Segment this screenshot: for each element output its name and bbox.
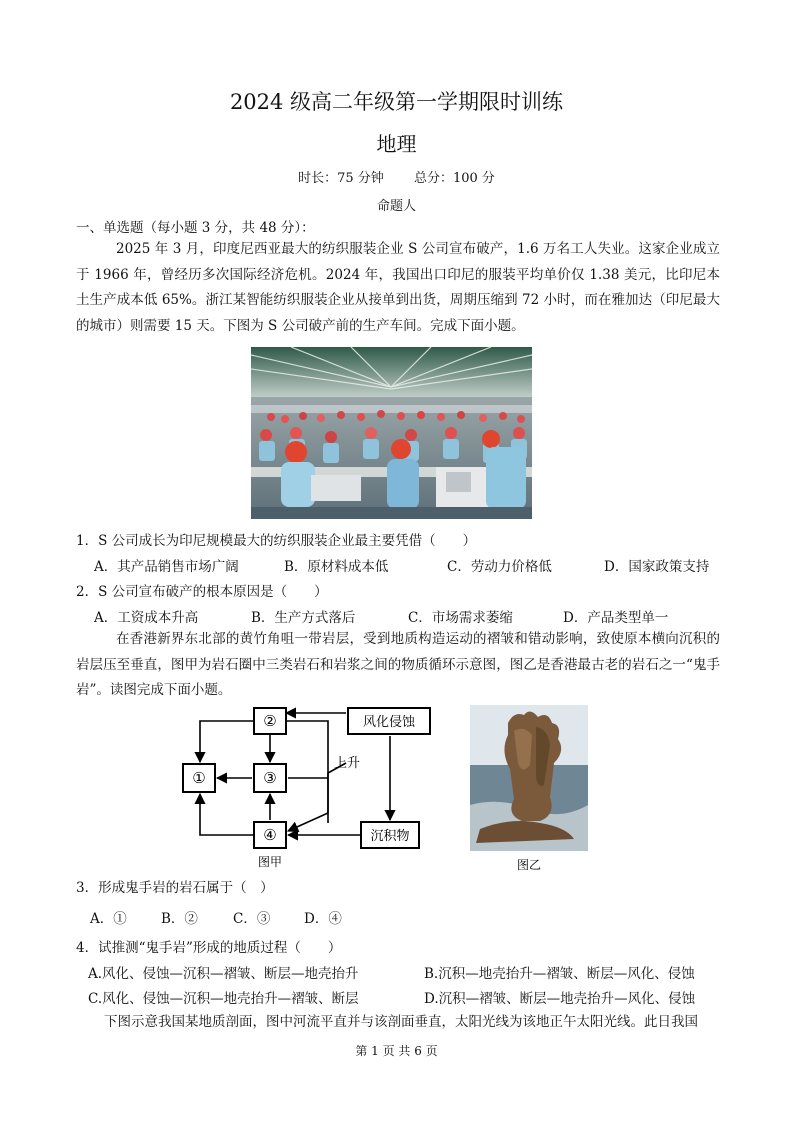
q1-option-b[interactable]: B．原材料成本低 (284, 559, 389, 575)
question-2-stem: 2．S 公司宣布破产的根本原因是（ ） (76, 584, 328, 600)
page-number: 第 1 页 共 6 页 (355, 1044, 438, 1058)
q2-option-c[interactable]: C．市场需求萎缩 (408, 610, 513, 626)
sediment-label: 沉积物 (370, 829, 410, 844)
question-3-stem: 3．形成鬼手岩的岩石属于（ ） (76, 880, 274, 896)
author-line: 命题人 (376, 199, 416, 214)
node-2-label: ② (263, 712, 277, 730)
caption-a: 图甲 (257, 855, 283, 869)
q1-option-a[interactable]: A．其产品销售市场广阔 (94, 559, 239, 575)
ghost-hand-rock-image (470, 705, 588, 877)
exam-subject: 地理 (376, 132, 417, 156)
passage-2-text: 在香港新界东北部的黄竹角咀一带岩层，受到地质构造运动的褶皱和错动影响，致使原本横向沉积的岩层压至垂直，图甲为岩石圈中三类岩石和岩浆之间的物质循环示意图，图乙是香港最古老的岩石之一“鬼手岩”。读图完成下面小题。 (76, 631, 720, 698)
weathering-label: 风化侵蚀 (362, 715, 416, 730)
exam-meta (0, 167, 793, 186)
node-3-label: ③ (263, 769, 277, 787)
passage-1-text: 2025 年 3 月，印度尼西亚最大的纺织服装企业 S 公司宣布破产，1.6 万名工人失业。这家企业成立于 1966 年，曾经历多次国际经济危机。2024 年，我国出口印尼的服装平均单价仅 1.38 美元，比印尼本土生产成本低 65%。浙江某智能纺织服装企业从接单到出货，周期压缩到 72 小时，而在雅加达（印尼最大的城市）则需要 15 天。下图为 S 公司破产前的生产车间。完成下面小题。 (76, 241, 720, 334)
section-heading: 一、单选题（每小题 3 分，共 48 分）： (76, 220, 315, 236)
rock-cycle-svg (178, 703, 438, 873)
factory-photo-image (251, 347, 532, 519)
q1-option-c[interactable]: C．劳动力价格低 (447, 559, 552, 575)
question-3-options (90, 907, 342, 927)
factory-photo (251, 347, 532, 519)
question-1-stem: 1．S 公司成长为印尼规模最大的纺织服装企业最主要凭借（ ） (76, 533, 477, 549)
q3-option-c[interactable]: C．③ (233, 911, 271, 927)
rock-cycle-diagram (178, 703, 438, 873)
q3-option-b[interactable]: B．② (161, 911, 198, 927)
duration-text: 时长：75 分钟 (298, 171, 384, 186)
passage-1 (76, 237, 720, 339)
node-1-label: ① (192, 769, 206, 787)
q4-option-b[interactable]: B.沉积—地壳抬升—褶皱、断层—风化、侵蚀 (424, 966, 695, 982)
question-2-options (94, 606, 668, 626)
question-1-options (94, 555, 709, 575)
q4-option-c[interactable]: C.风化、侵蚀—沉积—地壳抬升—褶皱、断层 (88, 991, 359, 1007)
passage-3-text: 下图示意我国某地质剖面，图中河流平直并与该剖面垂直，太阳光线为该地正午太阳光线。此日我国 (104, 1014, 698, 1030)
q2-option-d[interactable]: D．产品类型单一 (563, 610, 669, 626)
q3-option-d[interactable]: D．④ (304, 911, 342, 927)
ghost-hand-rock-photo (470, 705, 588, 877)
uplift-label: 上升 (333, 756, 361, 771)
caption-b: 图乙 (516, 858, 542, 872)
node-4-label: ④ (263, 826, 277, 844)
q3-option-a[interactable]: A．① (90, 911, 127, 927)
total-score-text: 总分：100 分 (413, 171, 495, 186)
passage-3 (76, 1010, 720, 1036)
q2-option-b[interactable]: B．生产方式落后 (251, 610, 356, 626)
question-4-stem: 4．试推测“鬼手岩”形成的地质过程（ ） (76, 940, 342, 956)
q4-option-a[interactable]: A.风化、侵蚀—沉积—褶皱、断层—地壳抬升 (88, 966, 359, 982)
passage-2 (76, 627, 720, 704)
q1-option-d[interactable]: D．国家政策支持 (604, 559, 710, 575)
q4-option-d[interactable]: D.沉积—褶皱、断层—地壳抬升—风化、侵蚀 (424, 991, 696, 1007)
q2-option-a[interactable]: A．工资成本升高 (94, 610, 199, 626)
exam-title: 2024 级高二年级第一学期限时训练 (229, 90, 564, 114)
